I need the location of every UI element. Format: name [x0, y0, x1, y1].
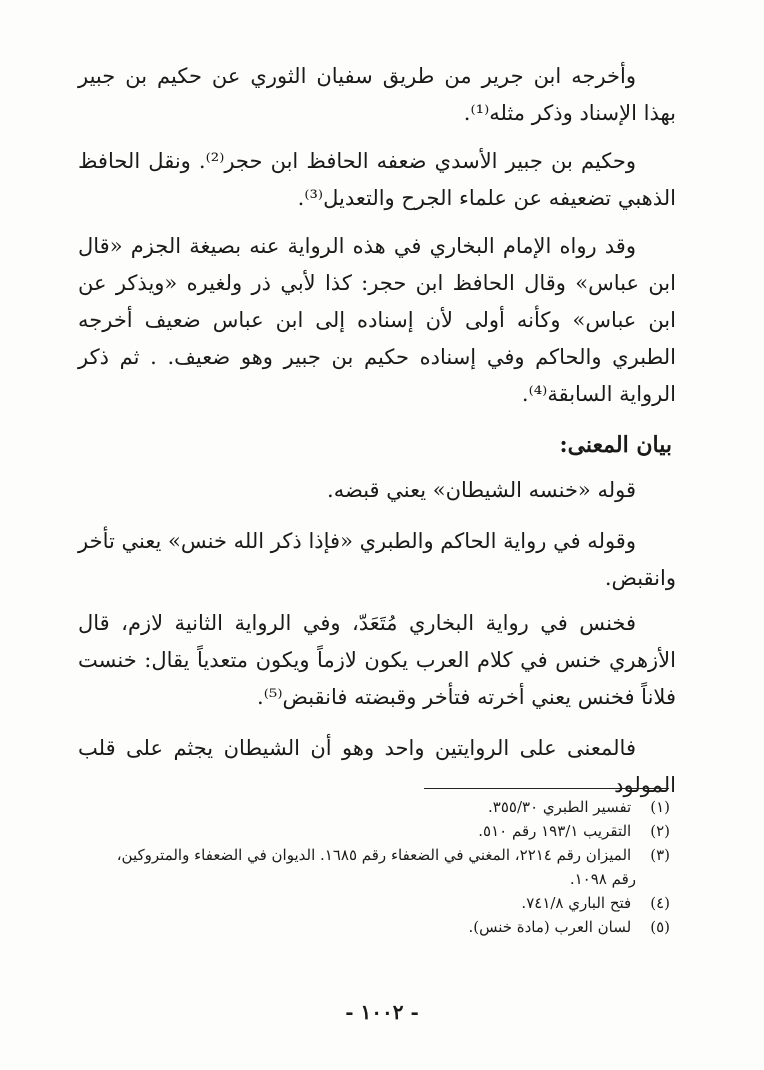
- page-number: - ١٠٠٢ -: [345, 1000, 419, 1024]
- meaning-paragraph-1: قوله «خنسه الشيطان» يعني قبضه.: [327, 478, 636, 502]
- footnote-divider: [424, 788, 669, 789]
- meaning-paragraph-2: وقوله في رواية الحاكم والطبري «فإذا ذكر الله خنس» يعني تأخر وانقبض.: [78, 529, 676, 590]
- footnote-continuation: رقم ١٠٩٨.: [569, 870, 636, 888]
- footnote-number: (٤): [650, 894, 670, 912]
- footnote-text: تفسير الطبري ٣٥٥/٣٠.: [488, 798, 632, 816]
- footnote-text: الميزان رقم ٢٢١٤، المغني في الضعفاء رقم ١٦٨٥. الديوان في الضعفاء والمتروكين،: [116, 846, 632, 864]
- footnote-item: [100, 843, 670, 891]
- footnote-number: (٣): [650, 846, 670, 864]
- paragraph-2: وحكيم بن جبير الأسدي ضعفه الحافظ ابن حجر⁽²⁾. ونقل الحافظ الذهبي تضعيفه عن علماء الجرح والتعديل⁽³⁾.: [78, 149, 676, 210]
- footnote-item: [100, 819, 670, 843]
- meaning-paragraph-4: فالمعنى على الروايتين واحد وهو أن الشيطان يجثم على قلب المولود: [78, 736, 676, 797]
- footnote-item: [100, 915, 670, 939]
- footnote-text: لسان العرب (مادة خنس).: [468, 918, 632, 936]
- paragraph-3: وقد رواه الإمام البخاري في هذه الرواية عنه بصيغة الجزم «قال ابن عباس» وقال الحافظ ابن حجر: كذا لأبي ذر ولغيره «ويذكر عن ابن عباس» وكأنه أولى لأن إسناده إلى ابن عباس ضعيف أخرجه الطبري والحاكم وفي إسناده حكيم بن جبير وهو ضعيف. . ثم ذكر الرواية السابقة⁽⁴⁾.: [78, 234, 676, 406]
- footnotes-list: [100, 795, 670, 939]
- meaning-paragraph-3: فخنس في رواية البخاري مُتَعَدّ، وفي الرواية الثانية لازم، قال الأزهري خنس في كلام العرب يكون لازماً ويكون متعدياً يقال: خنست فلاناً فخنس يعني أخرته فتأخر وقبضته فانقبض⁽⁵⁾.: [78, 611, 676, 709]
- footnote-number: (١): [650, 798, 670, 816]
- footnote-number: (٢): [650, 822, 670, 840]
- footnote-number: (٥): [650, 918, 670, 936]
- footnote-text: فتح الباري ٧٤١/٨.: [521, 894, 632, 912]
- section-heading: بيان المعنى:: [559, 432, 672, 458]
- footnote-text: التقريب ١٩٣/١ رقم ٥١٠.: [478, 822, 632, 840]
- paragraph-1: وأخرجه ابن جرير من طريق سفيان الثوري عن حكيم بن جبير بهذا الإسناد وذكر مثله⁽¹⁾.: [78, 64, 676, 125]
- footnote-item: [100, 891, 670, 915]
- footnote-item: [100, 795, 670, 819]
